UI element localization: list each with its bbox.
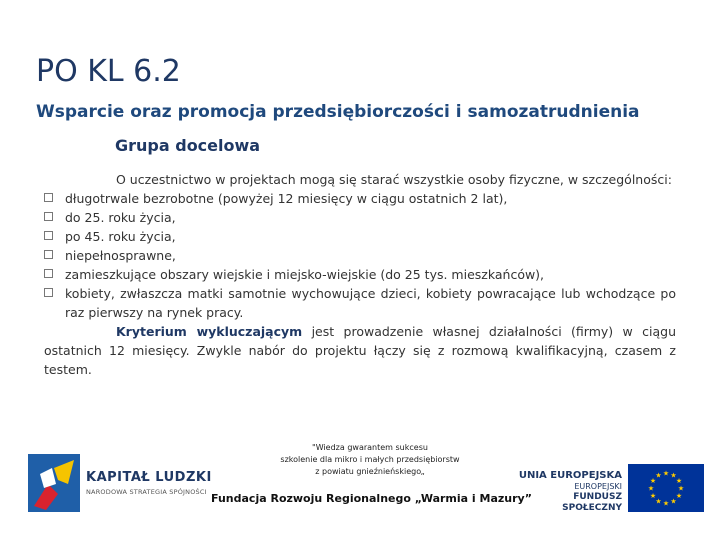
flag-star-icon: ★ <box>670 471 677 480</box>
footer <box>0 440 720 540</box>
list-item-text: długotrwale bezrobotne (powyżej 12 miesięcy w ciągu ostatnich 2 lat), <box>65 191 508 206</box>
flag-star-icon: ★ <box>649 492 657 500</box>
eu-logo-text <box>512 470 622 514</box>
kapital-ludzki-tagline: NARODOWA STRATEGIA SPÓJNOŚCI <box>86 488 207 496</box>
checkbox-bullet-icon <box>44 288 53 297</box>
slide-subtitle: Wsparcie oraz promocja przedsiębiorczości i samozatrudnienia <box>36 102 640 122</box>
list-item-text: po 45. roku życia, <box>65 229 176 244</box>
checkbox-bullet-icon <box>44 269 53 278</box>
flag-star-icon: ★ <box>655 497 662 506</box>
list-item-text: kobiety, zwłaszcza matki samotnie wychowujące dzieci, kobiety powracające lub wchodzące po raz pierwszy na rynek pracy. <box>65 286 676 320</box>
intro-paragraph: O uczestnictwo w projektach mogą się starać wszystkie osoby fizyczne, w szczególności: <box>116 172 672 187</box>
checkbox-bullet-icon <box>44 212 53 221</box>
section-heading: Grupa docelowa <box>115 136 261 155</box>
flag-star-icon: ★ <box>675 477 683 485</box>
flag-star-icon: ★ <box>677 484 685 493</box>
list-item-text: niepełnosprawne, <box>65 248 176 263</box>
organization-name: Fundacja Rozwoju Regionalnego „Warmia i Mazury” <box>211 492 532 505</box>
list-item <box>44 208 676 227</box>
eu-fund-label: FUNDUSZ SPOŁECZNY <box>562 492 622 513</box>
list-item <box>44 189 676 208</box>
list-item-text: zamieszkujące obszary wiejskie i miejsko-wiejskie (do 25 tys. mieszkańców), <box>65 267 545 282</box>
quote-line: szkolenie dla mikro i małych przedsiębiorstw <box>280 455 460 464</box>
flag-star-icon: ★ <box>649 477 657 485</box>
list-item-text: do 25. roku życia, <box>65 210 176 225</box>
quote-line: "Wiedza gwarantem sukcesu <box>312 443 428 452</box>
checkbox-bullet-icon <box>44 193 53 202</box>
kapital-ludzki-logo <box>28 454 218 514</box>
target-group-list <box>44 189 676 322</box>
flag-star-icon: ★ <box>655 471 662 480</box>
flag-star-icon: ★ <box>675 492 683 500</box>
slide-title: PO KL 6.2 <box>36 54 181 89</box>
list-item <box>44 265 676 284</box>
flag-star-icon: ★ <box>662 499 670 508</box>
checkbox-bullet-icon <box>44 231 53 240</box>
criteria-text: jest prowadzenie własnej działalności (firmy) w ciągu ostatnich 12 miesięcy. Zwykle nabór do projektu łączy się z rozmową kwalifikacyjną, czasem z testem. <box>44 324 676 377</box>
criteria-paragraph <box>44 322 676 379</box>
flag-star-icon: ★ <box>662 469 670 478</box>
checkbox-bullet-icon <box>44 250 53 259</box>
flag-star-icon: ★ <box>670 497 677 506</box>
criteria-highlight: Kryterium wykluczającym <box>116 324 303 339</box>
eu-flag-icon <box>628 464 704 512</box>
eu-main-label: UNIA EUROPEJSKA <box>518 470 622 481</box>
list-item <box>44 227 676 246</box>
slide-body <box>44 170 676 379</box>
quote-line: z powiatu gnieźnieńskiego„ <box>315 467 425 476</box>
eu-sub-label: EUROPEJSKI <box>574 482 622 491</box>
kapital-ludzki-name: KAPITAŁ LUDZKI <box>86 470 212 485</box>
flag-star-icon: ★ <box>647 484 655 493</box>
project-quote <box>240 442 500 478</box>
list-item <box>44 284 676 322</box>
list-item <box>44 246 676 265</box>
kapital-ludzki-logo-icon <box>28 454 80 512</box>
